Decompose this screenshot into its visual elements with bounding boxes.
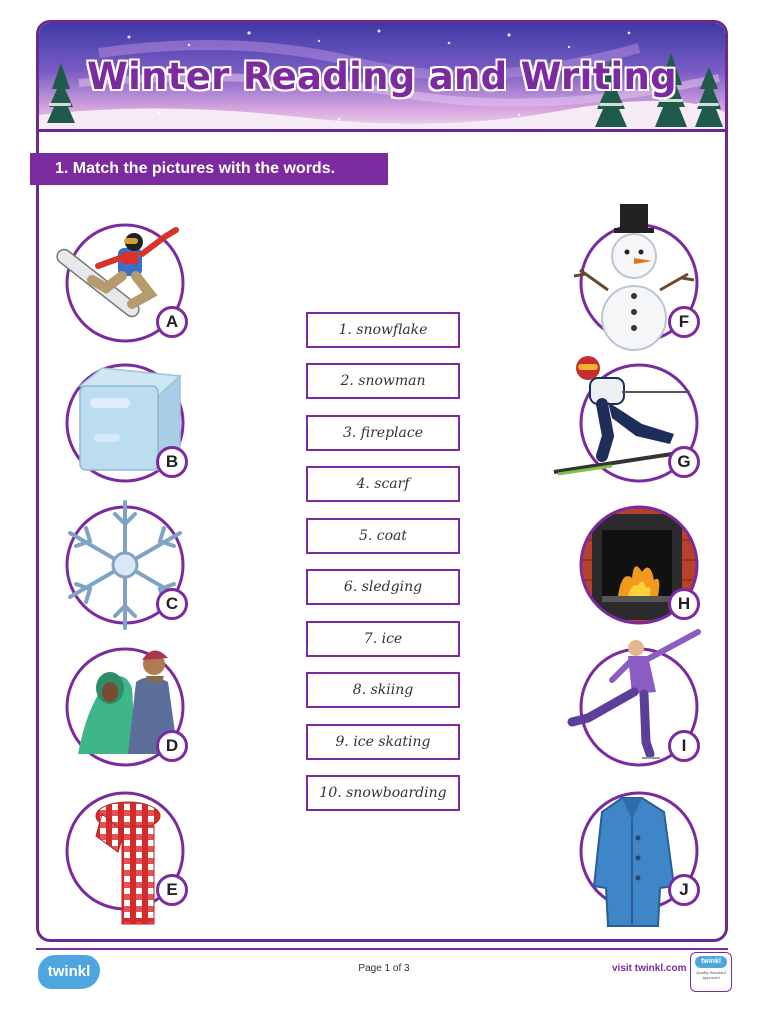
word-box-skiing[interactable]: 8. skiing <box>306 672 460 708</box>
badge-logo: twinkl <box>695 956 727 968</box>
word-box-sledging[interactable]: 6. sledging <box>306 569 460 605</box>
picture-f[interactable] <box>572 218 702 348</box>
word-box-scarf[interactable]: 4. scarf <box>306 466 460 502</box>
picture-letter: B <box>156 446 188 478</box>
winter-banner <box>39 23 725 131</box>
word-box-snowman[interactable]: 2. snowman <box>306 363 460 399</box>
word-box-snowflake[interactable]: 1. snowflake <box>306 312 460 348</box>
word-box-ice-skating[interactable]: 9. ice skating <box>306 724 460 760</box>
page-title: Winter Reading and Writing <box>87 55 677 98</box>
picture-letter: C <box>156 588 188 620</box>
instruction-bar: 1. Match the pictures with the words. <box>30 153 388 185</box>
picture-a[interactable] <box>58 218 188 348</box>
picture-letter: H <box>668 588 700 620</box>
picture-d[interactable] <box>58 642 188 772</box>
word-box-coat[interactable]: 5. coat <box>306 518 460 554</box>
picture-i[interactable] <box>572 642 702 772</box>
visit-link[interactable]: visit twinkl.com <box>612 963 687 974</box>
picture-c[interactable] <box>58 500 188 630</box>
word-box-fireplace[interactable]: 3. fireplace <box>306 415 460 451</box>
page-number: Page 1 of 3 <box>358 963 410 974</box>
picture-letter: J <box>668 874 700 906</box>
picture-j[interactable] <box>572 786 702 916</box>
footer-divider <box>36 948 728 950</box>
picture-h[interactable] <box>572 500 702 630</box>
picture-e[interactable] <box>58 786 188 916</box>
picture-letter: G <box>668 446 700 478</box>
banner-divider <box>39 129 725 132</box>
picture-letter: D <box>156 730 188 762</box>
picture-b[interactable] <box>58 358 188 488</box>
picture-letter: F <box>668 306 700 338</box>
picture-letter: E <box>156 874 188 906</box>
word-box-snowboarding[interactable]: 10. snowboarding <box>306 775 460 811</box>
badge-text: Quality Standard Approved <box>696 970 726 980</box>
picture-letter: A <box>156 306 188 338</box>
word-box-ice[interactable]: 7. ice <box>306 621 460 657</box>
twinkl-logo[interactable]: twinkl <box>38 955 100 989</box>
picture-letter: I <box>668 730 700 762</box>
picture-g[interactable] <box>572 358 702 488</box>
quality-badge <box>690 952 732 992</box>
